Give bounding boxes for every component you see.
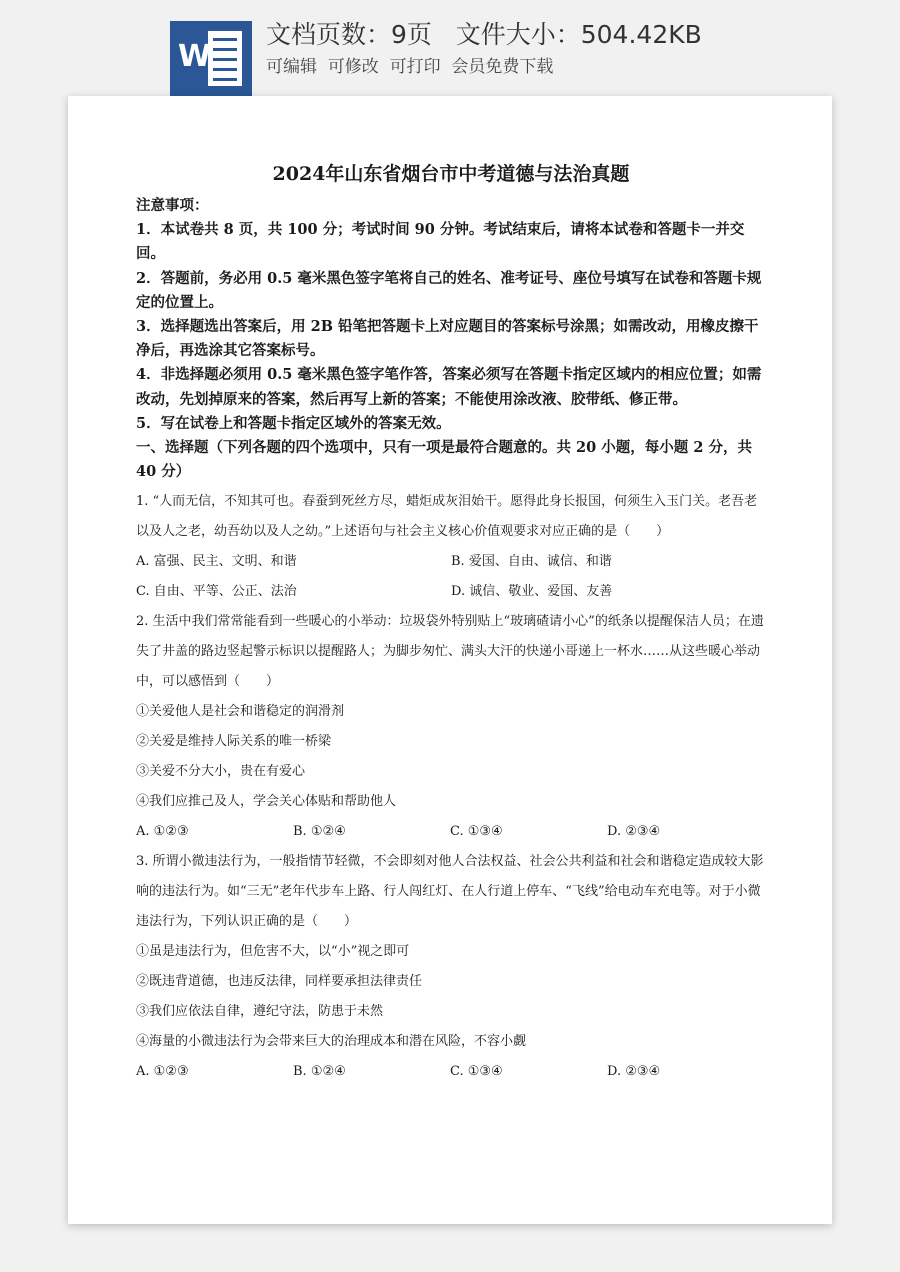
statement-item: ③关爱不分大小，贵在有爱心 [136, 764, 306, 780]
notice-item: 3．选择题选出答案后，用 2B 铅笔把答题卡上对应题目的答案标号涂黑；如需改动，用橡皮擦干净后，再选涂其它答案标号。 [136, 318, 759, 360]
question-3 [136, 847, 766, 1087]
option-d: D. 诚信、敬业、爱国、友善 [451, 584, 613, 600]
notice-item: 2．答题前，务必用 0.5 毫米黑色签字笔将自己的姓名、准考证号、座位号填写在试卷和答题卡规定的位置上。 [136, 269, 762, 311]
option-b: B. ①②④ [293, 1064, 346, 1080]
question-1-options-row-1 [136, 547, 766, 577]
option-c: C. ①③④ [450, 824, 503, 840]
statement-item: ②关爱是维持人际关系的唯一桥梁 [136, 734, 332, 750]
option-a: A. 富强、民主、文明、和谐 [136, 554, 297, 570]
question-2-options [136, 817, 766, 847]
question-3-options [136, 1057, 766, 1087]
option-b: B. ①②④ [293, 824, 346, 840]
statement-item: ②既违背道德，也违反法律，同样要承担法律责任 [136, 974, 423, 990]
option-a: A. ①②③ [136, 1064, 189, 1080]
download-banner [0, 0, 900, 96]
document-page [68, 96, 832, 1224]
option-c: C. 自由、平等、公正、法治 [136, 584, 297, 600]
question-1-stem: 1. “人而无信，不知其可也。春蚕到死丝方尽，蜡炬成灰泪始干。愿得此身长报国，何须生入玉门关。老吾老以及人之老，幼吾幼以及人之幼。”上述语句与社会主义核心价值观要求对应正确的是（ ） [136, 494, 758, 540]
file-features-text: 可编辑 可修改 可打印 会员免费下载 [266, 57, 554, 77]
file-info-text: 文档页数：9页 文件大小：504.42KB [266, 20, 702, 49]
statement-item: ④我们应推己及人，学会关心体贴和帮助他人 [136, 794, 397, 810]
question-3-stem: 3. 所谓小微违法行为，一般指情节轻微，不会即刻对他人合法权益、社会公共利益和社会和谐稳定造成较大影响的违法行为。如“三无”老年代步车上路、行人闯红灯、在人行道上停车、“飞线”给电动车充电等。对于小微违法行为，下列认识正确的是（ ） [136, 854, 764, 930]
notice-item: 1．本试卷共 8 页，共 100 分；考试时间 90 分钟。考试结束后，请将本试卷和答题卡一并交回。 [136, 221, 745, 263]
option-a: A. ①②③ [136, 824, 189, 840]
option-b: B. 爱国、自由、诚信、和谐 [451, 554, 612, 570]
document-title: 2024年山东省烟台市中考道德与法治真题 [272, 163, 630, 185]
option-d: D. ②③④ [607, 1064, 661, 1080]
section-heading: 一、选择题（下列各题的四个选项中，只有一项是最符合题意的。共 20 小题，每小题 2 分，共 40 分） [136, 439, 752, 481]
question-1 [136, 487, 766, 607]
option-d: D. ②③④ [607, 824, 661, 840]
notice-item: 5．写在试卷上和答题卡指定区域外的答案无效。 [136, 414, 451, 432]
statement-item: ①虽是违法行为，但危害不大，以“小”视之即可 [136, 944, 410, 960]
notice-section [136, 194, 766, 484]
question-1-options-row-2 [136, 577, 766, 607]
statement-item: ③我们应依法自律，遵纪守法，防患于未然 [136, 1004, 384, 1020]
option-c: C. ①③④ [450, 1064, 503, 1080]
notice-item: 4．非选择题必须用 0.5 毫米黑色签字笔作答，答案必须写在答题卡指定区域内的相应位置；如需改动，先划掉原来的答案，然后再写上新的答案；不能使用涂改液、胶带纸、修正带。 [136, 366, 762, 408]
word-document-icon [170, 21, 252, 96]
word-icon-letter: W [178, 39, 212, 74]
statement-item: ①关爱他人是社会和谐稳定的润滑剂 [136, 704, 345, 720]
question-2-stem: 2. 生活中我们常常能看到一些暖心的小举动：垃圾袋外特别贴上“玻璃碴请小心”的纸条以提醒保洁人员；在遗失了井盖的路边竖起警示标识以提醒路人；为脚步匆忙、满头大汗的快递小哥递上一杯水……从这些暖心举动中，可以感悟到（ ） [136, 614, 764, 690]
question-2 [136, 607, 766, 847]
statement-item: ④海量的小微违法行为会带来巨大的治理成本和潜在风险，不容小觑 [136, 1034, 527, 1050]
document-content [136, 156, 766, 1087]
notice-heading: 注意事项： [136, 197, 209, 214]
